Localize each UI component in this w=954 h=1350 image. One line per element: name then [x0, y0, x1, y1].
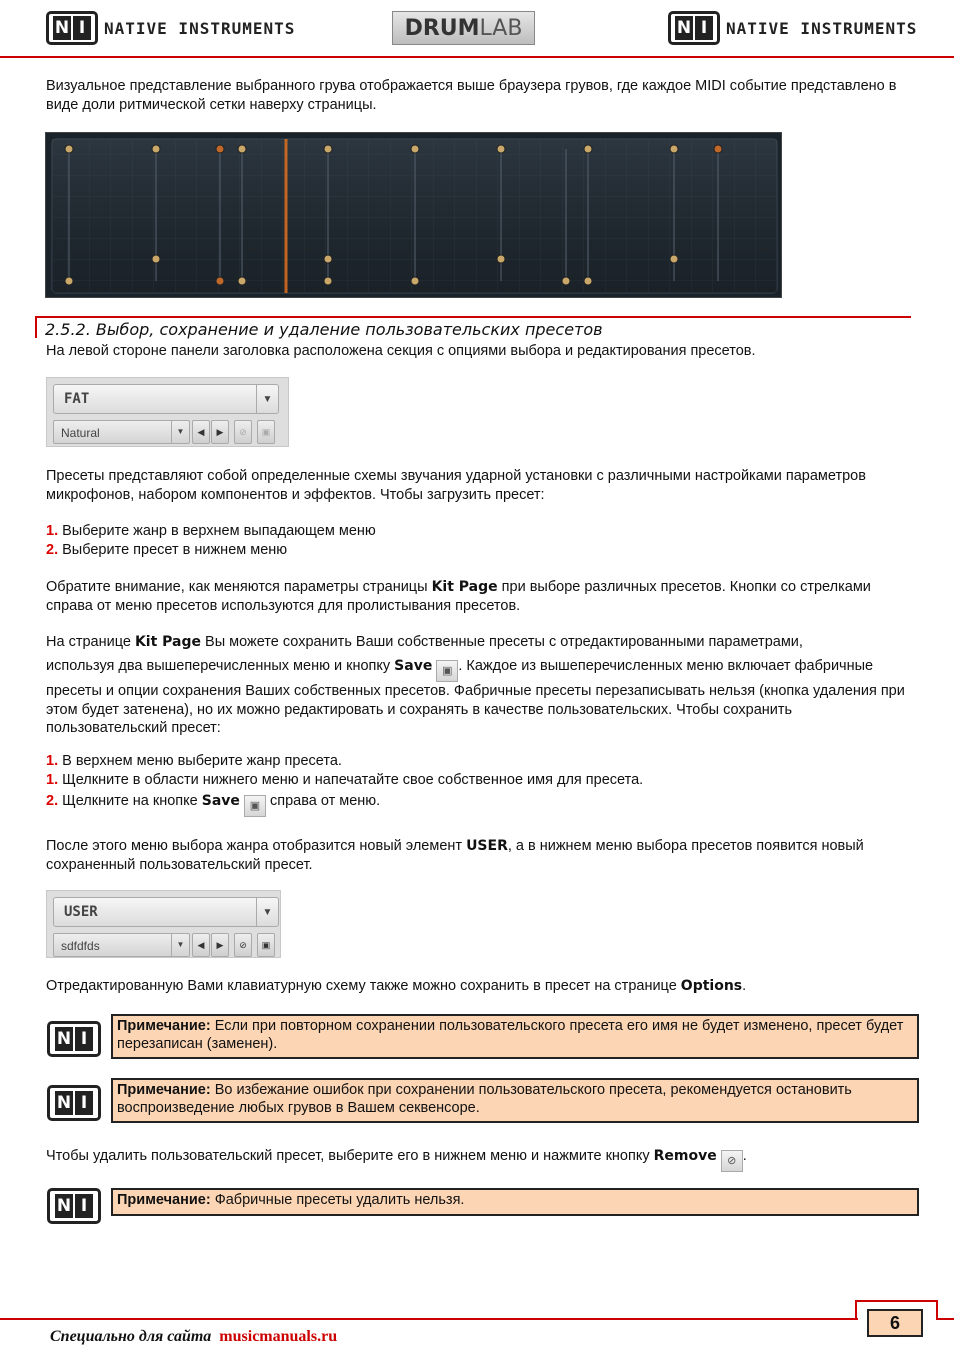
text-run: Вы можете сохранить Ваши собственные пресеты с отредактированными параметрами,	[201, 634, 803, 650]
text-run: . Каждое из вышеперечисленных меню включает фабричные пресеты и опции сохранения Ваших собственных пресетов. Фабричные пресеты перезаписывать нельзя (кнопка удаления при этом будет затенена), но их можно редактировать и сохранять в качестве пользовательских. Чтобы сохранить пользовательский пресет:	[46, 658, 905, 736]
groove-event-dot	[670, 145, 678, 153]
groove-event-dot	[411, 145, 419, 153]
page-number: 6	[867, 1309, 923, 1337]
ni-letter-n: N	[54, 18, 70, 38]
intro-paragraph: Визуальное представление выбранного грува отображается выше браузера грувов, где каждое MIDI событие представлено в виде доли ритмической сетки наверху страницы.	[46, 78, 897, 113]
next-preset-button[interactable]: ▶	[211, 933, 229, 957]
chevron-down-icon[interactable]: ▼	[171, 934, 189, 956]
groove-grid	[46, 133, 783, 299]
groove-event-dot	[562, 277, 570, 285]
ni-letter-n: N	[56, 1196, 72, 1216]
load-steps	[46, 522, 906, 560]
groove-event-dot	[238, 277, 246, 285]
ni-note-icon	[47, 1188, 101, 1224]
preset-value: sdfdfds	[61, 939, 100, 953]
groove-event-dot	[584, 277, 592, 285]
keyword: Save	[201, 793, 240, 809]
save-icon: ▣	[244, 795, 266, 817]
list-item	[46, 771, 906, 790]
groove-event-dot	[216, 277, 224, 285]
footer-site-link[interactable]: musicmanuals.ru	[219, 1328, 338, 1345]
save-button[interactable]: ▣	[257, 420, 275, 444]
save-intro-line1	[46, 633, 906, 652]
ni-letter-i: I	[695, 16, 713, 40]
text-run: используя два вышеперечисленных меню и кнопку	[46, 658, 395, 674]
brand-left-text: NATIVE INSTRUMENTS	[104, 18, 296, 38]
save-steps	[46, 752, 906, 817]
ni-letter-n: N	[56, 1093, 72, 1113]
groove-event-dot	[497, 255, 505, 263]
ni-letter-i: I	[73, 16, 91, 40]
list-item	[46, 792, 906, 817]
keyword: Options	[680, 978, 743, 994]
note-box	[111, 1188, 919, 1216]
keyword: Save	[394, 658, 433, 674]
note-box	[111, 1078, 919, 1123]
prev-preset-button[interactable]: ◀	[192, 933, 210, 957]
save-button[interactable]: ▣	[257, 933, 275, 957]
keyword: USER	[466, 838, 508, 854]
remove-icon: ⊘	[721, 1150, 743, 1172]
step-text: Выберите жанр в верхнем выпадающем меню	[62, 523, 376, 539]
groove-event-dot	[65, 145, 73, 153]
text-run: Отредактированную Вами клавиатурную схему также можно сохранить в пресет на странице	[46, 978, 681, 994]
text-run: .	[742, 978, 747, 994]
ni-letter-i: I	[75, 1091, 93, 1115]
note-text: Фабричные пресеты удалить нельзя.	[210, 1192, 465, 1208]
text-run: , а в нижнем меню выбора пресетов появится новый сохраненный пользовательский пресет.	[46, 838, 864, 873]
preset-value: Natural	[61, 426, 100, 440]
genre-value: FAT	[64, 391, 90, 407]
step-number: 1.	[46, 772, 59, 788]
presets-description: Пресеты представляют собой определенные схемы звучания ударной установки с различными настройками параметров микрофонов, набором компонентов и эффектов. Чтобы загрузить пресет:	[46, 468, 866, 503]
groove-event-dot	[411, 277, 419, 285]
chevron-down-icon[interactable]: ▼	[171, 421, 189, 443]
step-text: В верхнем меню выберите жанр пресета.	[62, 753, 342, 769]
groove-event-dot	[65, 277, 73, 285]
ni-note-icon	[47, 1021, 101, 1057]
genre-value: USER	[64, 904, 98, 920]
footer-divider-right	[936, 1318, 954, 1320]
text-run: Обратите внимание, как меняются параметры страницы	[46, 579, 432, 595]
list-item	[46, 541, 906, 560]
keyword: Kit Page	[134, 634, 201, 650]
note-box	[111, 1014, 919, 1059]
drumlab-logo	[392, 11, 535, 45]
ni-letter-i: I	[75, 1027, 93, 1051]
groove-event-dot	[324, 145, 332, 153]
next-preset-button[interactable]: ▶	[211, 420, 229, 444]
note-label: Примечание:	[117, 1192, 211, 1208]
section-lead: На левой стороне панели заголовка расположена секция с опциями выбора и редактирования пресетов.	[46, 343, 756, 359]
chevron-down-icon[interactable]: ▼	[256, 385, 278, 413]
save-icon: ▣	[436, 660, 458, 682]
groove-event-dot	[670, 255, 678, 263]
footer-label: Специально для сайта	[50, 1328, 212, 1345]
keyword: Remove	[653, 1148, 717, 1164]
groove-event-dot	[324, 277, 332, 285]
remove-button[interactable]: ⊘	[234, 420, 252, 444]
text-run: После этого меню выбора жанра отобразится новый элемент	[46, 838, 467, 854]
save-intro-line2	[46, 657, 906, 738]
section-divider	[35, 316, 911, 318]
text-run: На странице	[46, 634, 135, 650]
groove-event-dot	[324, 255, 332, 263]
header-divider	[0, 56, 954, 58]
ni-note-icon	[47, 1085, 101, 1121]
preset-dropdown[interactable]	[53, 420, 190, 444]
remove-button[interactable]: ⊘	[234, 933, 252, 957]
step-number: 2.	[46, 793, 59, 809]
ni-logo-icon	[46, 11, 98, 45]
groove-event-dot	[152, 145, 160, 153]
drumlab-logo-light: LAB	[479, 15, 523, 41]
step-text: Щелкните на кнопке	[62, 793, 202, 809]
groove-display	[45, 132, 782, 298]
text-run: .	[742, 1148, 747, 1164]
note-label: Примечание:	[117, 1018, 211, 1034]
footer-divider	[0, 1318, 858, 1320]
keyword: Kit Page	[431, 579, 498, 595]
note-text: Если при повторном сохранении пользовательского пресета его имя не будет изменено, пресет будет перезаписан (заменен).	[117, 1018, 904, 1052]
genre-dropdown[interactable]	[53, 384, 279, 414]
section-title: 2.5.2. Выбор, сохранение и удаление пользовательских пресетов	[45, 320, 603, 339]
step-number: 1.	[46, 753, 59, 769]
prev-preset-button[interactable]: ◀	[192, 420, 210, 444]
user-element-note	[46, 837, 906, 874]
preset-widget-user	[46, 890, 281, 958]
groove-event-dot	[584, 145, 592, 153]
drumlab-logo-bold: DRUM	[404, 15, 480, 41]
step-text: Выберите пресет в нижнем меню	[62, 542, 288, 558]
groove-event-dot	[238, 145, 246, 153]
preset-dropdown[interactable]	[53, 933, 190, 957]
note-label: Примечание:	[117, 1082, 211, 1098]
text-run: при выборе различных пресетов. Кнопки со стрелками справа от меню пресетов используются для пролистывания пресетов.	[46, 579, 871, 614]
step-number: 1.	[46, 523, 59, 539]
brand-right-text: NATIVE INSTRUMENTS	[726, 18, 918, 38]
footer-credit	[50, 1328, 337, 1346]
ni-logo-icon	[668, 11, 720, 45]
step-text: Щелкните в области нижнего меню и напечатайте свое собственное имя для пресета.	[62, 772, 644, 788]
groove-event-dot	[714, 145, 722, 153]
ni-letter-n: N	[56, 1029, 72, 1049]
step-number: 2.	[46, 542, 59, 558]
text-run: Чтобы удалить пользовательский пресет, выберите его в нижнем меню и нажмите кнопку	[46, 1148, 654, 1164]
remove-instructions	[46, 1147, 906, 1172]
groove-event-dot	[497, 145, 505, 153]
groove-event-dot	[216, 145, 224, 153]
genre-dropdown[interactable]	[53, 897, 279, 927]
list-item	[46, 522, 906, 541]
options-note	[46, 977, 906, 996]
ni-logo-right	[668, 11, 917, 45]
chevron-down-icon[interactable]: ▼	[256, 898, 278, 926]
preset-widget-factory	[46, 377, 289, 447]
ni-letter-n: N	[676, 18, 692, 38]
ni-logo-left	[46, 11, 295, 45]
section-bar	[35, 316, 37, 338]
kit-page-note	[46, 578, 906, 615]
ni-letter-i: I	[75, 1194, 93, 1218]
groove-event-dot	[152, 255, 160, 263]
note-text: Во избежание ошибок при сохранении пользовательского пресета, рекомендуется остановить воспроизведение любых грувов в Вашем секвенсоре.	[117, 1082, 852, 1116]
step-text: справа от меню.	[265, 793, 381, 809]
list-item	[46, 752, 906, 771]
